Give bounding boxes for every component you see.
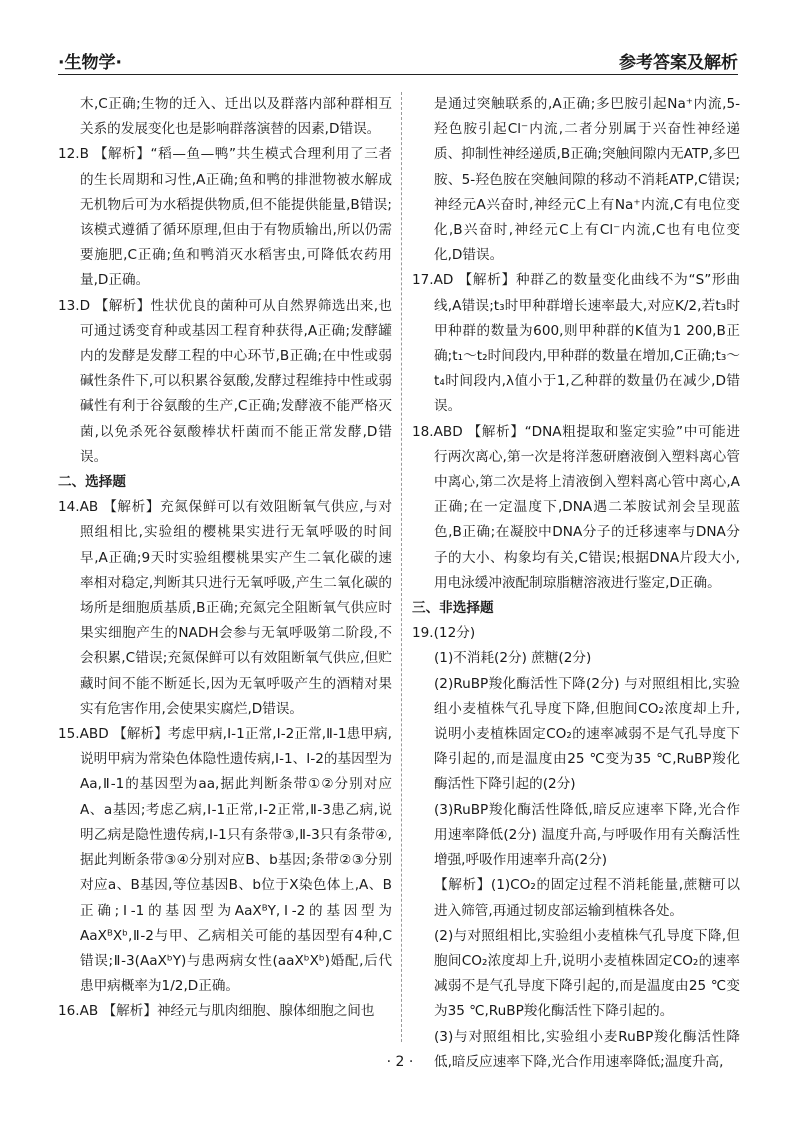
page-number: · 2 · xyxy=(386,1054,414,1070)
section-heading: 三、非选择题 xyxy=(412,600,494,617)
section-heading: 二、选择题 xyxy=(58,474,126,491)
answer-paragraph: 16.AB 【解析】神经元与肌肉细胞、腺体细胞之间也 xyxy=(58,1003,375,1020)
answer-paragraph: (2)与对照组相比,实验组小麦植株气孔导度下降,但胞间CO₂浓度却上升,说明小麦植株固定CO₂的速率减弱不是气孔导度下降引起的,而是温度由25 ℃变为35 ℃,RuBP羧化酶活性下降引起的。 xyxy=(434,927,740,1020)
left-column xyxy=(58,92,392,1025)
answer-paragraph: 12.B 【解析】“稻—鱼—鸭”共生模式合理利用了三者的生长周期和习性,A正确;鱼和鸭的排泄物被水解成无机物后可为水稻提供物质,但不能提供能量,B错误;该模式遵循了循环原理,但由于有物质输出,所以仍需要施肥,C正确;鱼和鸭消灭水稻害虫,可降低农药用量,D正确。 xyxy=(58,146,392,289)
subject-label: ·生物学· xyxy=(58,53,122,73)
section-title: 参考答案及解析 xyxy=(619,53,738,73)
answer-paragraph: 木,C正确;生物的迁入、迁出以及群落内部种群相互关系的发展变化也是影响群落演替的因素,D错误。 xyxy=(80,96,392,138)
column-divider xyxy=(401,92,402,1042)
answer-paragraph: (3)RuBP羧化酶活性降低,暗反应速率下降,光合作用速率降低(2分) 温度升高,与呼吸作用有关酶活性增强,呼吸作用速率升高(2分) xyxy=(434,801,740,869)
answer-paragraph: 19.(12分) xyxy=(412,625,476,642)
answer-paragraph: (1)不消耗(2分) 蔗糖(2分) xyxy=(434,650,592,667)
answer-paragraph: 13.D 【解析】性状优良的菌种可从自然界筛选出来,也可通过诱变育种或基因工程育种获得,A正确;发酵罐内的发酵是发酵工程的中心环节,B正确;在中性或弱碱性条件下,可以积累谷氨酸,发酵过程维持中性或弱碱性有利于谷氨酸的生产,C正确;发酵液不能严格灭菌,以免杀死谷氨酸棒状杆菌而不能正常发酵,D错误。 xyxy=(58,297,392,465)
right-column xyxy=(412,92,740,1075)
answer-paragraph: 14.AB 【解析】充氮保鲜可以有效阻断氧气供应,与对照组相比,实验组的樱桃果实进行无氧呼吸的时间早,A正确;9天时实验组樱桃果实产生二氧化碳的速率相对稳定,判断其只进行无氧呼吸,产生二氧化碳的场所是细胞质基质,B正确;充氮完全阻断氧气供应时果实细胞产生的NADH会参与无氧呼吸第二阶段,不会积累,C错误;充氮保鲜可以有效阻断氧气供应,但贮藏时间不能不断延长,因为无氧呼吸产生的酒精对果实有危害作用,会使果实腐烂,D错误。 xyxy=(58,499,392,717)
answer-paragraph: (2)RuBP羧化酶活性下降(2分) 与对照组相比,实验组小麦植株气孔导度下降,但胞间CO₂浓度却上升,说明小麦植株固定CO₂的速率减弱不是气孔导度下降引起的,而是温度由25 ℃变为35 ℃,RuBP羧化酶活性下降引起的(2分) xyxy=(434,675,740,793)
answer-paragraph: 18.ABD 【解析】“DNA粗提取和鉴定实验”中可能进行两次离心,第一次是将洋葱研磨液倒入塑料离心管中离心,第二次是将上清液倒入塑料离心管中离心,A正确;在一定温度下,DNA遇二苯胺试剂会呈现蓝色,B正确;在凝胶中DNA分子的迁移速率与DNA分子的大小、构象均有关,C错误;根据DNA片段大小,用电泳缓冲液配制琼脂糖溶液进行鉴定,D正确。 xyxy=(412,423,740,591)
answer-paragraph: 17.AD 【解析】种群乙的数量变化曲线不为“S”形曲线,A错误;t₃时甲种群增长速率最大,对应K/2,若t₃时甲种群的数量为600,则甲种群的K值为1 200,B正确;t₁～t₂时间段内,甲种群的数量在增加,C正确;t₃～t₄时间段内,λ值小于1,乙种群的数量仍在减少,D错误。 xyxy=(412,272,740,415)
page-header xyxy=(58,44,738,75)
answer-paragraph: 15.ABD 【解析】考虑甲病,Ⅰ-1正常,Ⅰ-2正常,Ⅱ-1患甲病,说明甲病为常染色体隐性遗传病,Ⅰ-1、Ⅰ-2的基因型为Aa,Ⅱ-1的基因型为aa,据此判断条带①②分别对应A、a基因;考虑乙病,Ⅰ-1正常,Ⅰ-2正常,Ⅱ-3患乙病,说明乙病是隐性遗传病,Ⅰ-1只有条带③,Ⅱ-3只有条带④,据此判断条带③④分别对应B、b基因;条带②③分别对应a、B基因,等位基因B、b位于X染色体上,A、B正确;Ⅰ-1的基因型为AaXᴮY,Ⅰ-2的基因型为AaXᴮXᵇ,Ⅱ-2与甲、乙病相关可能的基因型有4种,C错误;Ⅱ-3(AaXᵇY)与患两病女性(aaXᵇXᵇ)婚配,后代患甲病概率为1/2,D正确。 xyxy=(58,726,392,995)
answer-paragraph: 是通过突触联系的,A正确;多巴胺引起Na⁺内流,5-羟色胺引起Cl⁻内流,二者分别属于兴奋性神经递质、抑制性神经递质,B正确;突触间隙内无ATP,多巴胺、5-羟色胺在突触间隙的移动不消耗ATP,C错误;神经元A兴奋时,神经元C上有Na⁺内流,C有电位变化,B兴奋时,神经元C上有Cl⁻内流,C也有电位变化,D错误。 xyxy=(434,96,740,264)
answer-paragraph: (3)与对照组相比,实验组小麦RuBP羧化酶活性降低,暗反应速率下降,光合作用速率降低;温度升高, xyxy=(434,1028,740,1070)
answer-paragraph: 【解析】(1)CO₂的固定过程不消耗能量,蔗糖可以进入筛管,再通过韧皮部运输到植株各处。 xyxy=(434,877,740,919)
